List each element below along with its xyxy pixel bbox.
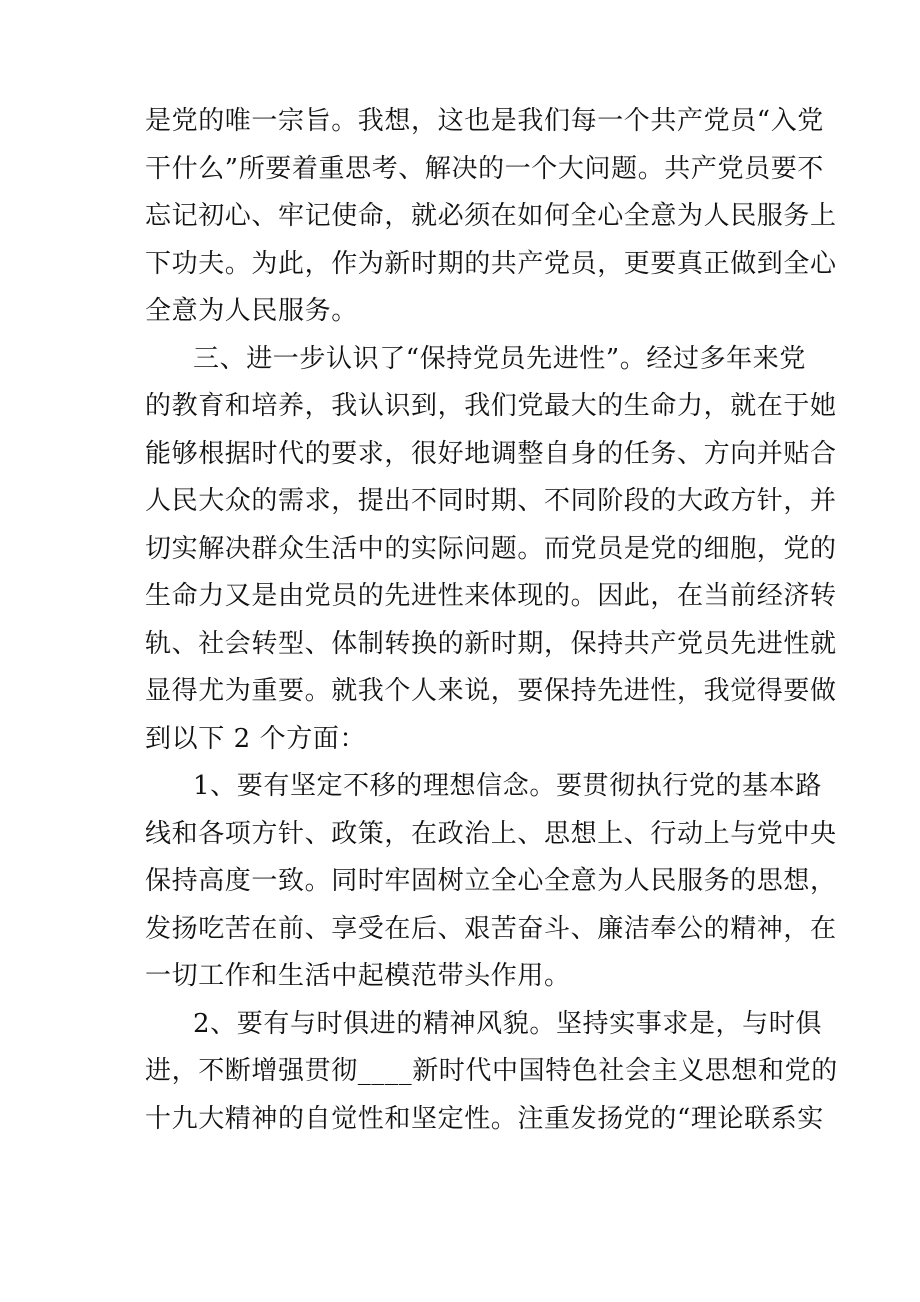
text-line: 十九大精神的自觉性和坚定性。注重发扬党的“理论联系实 <box>145 1103 824 1134</box>
text-line: 保持高度一致。同时牢固树立全心全意为人民服务的思想， <box>145 866 837 896</box>
text-line: 切实解决群众生活中的实际问题。而党员是党的细胞，党的 <box>145 533 837 564</box>
text-line: 的教育和培养，我认识到，我们党最大的生命力，就在于她 <box>145 391 837 421</box>
text-line: 发扬吃苦在前、享受在后、艰苦奋斗、廉洁奉公的精神，在 <box>145 913 837 944</box>
text-line: 干什么”所要着重思考、解决的一个大问题。共产党员要不 <box>145 153 824 184</box>
text-line: 忘记初心、牢记使命，就必须在如何全心全意为人民服务上 <box>145 201 837 231</box>
paragraph-start-line: 1、要有坚定不移的理想信念。要贯彻执行党的基本路 <box>193 771 822 801</box>
text-line: 显得尤为重要。就我个人来说，要保持先进性，我觉得要做 <box>145 676 837 706</box>
paragraph-start-line: 三、进一步认识了“保持党员先进性”。经过多年来党 <box>193 343 806 374</box>
text-line: 一切工作和生活中起模范带头作用。 <box>145 961 571 991</box>
text-line: 生命力又是由党员的先进性来体现的。因此，在当前经济转 <box>145 581 837 611</box>
text-line: 能够根据时代的要求，很好地调整自身的任务、方向并贴合 <box>145 438 837 469</box>
text-line: 全意为人民服务。 <box>145 296 358 326</box>
document-body <box>145 98 838 1143</box>
text-line: 线和各项方针、政策，在政治上、思想上、行动上与党中央 <box>145 818 837 849</box>
text-line: 下功夫。为此，作为新时期的共产党员，更要真正做到全心 <box>145 248 837 279</box>
paragraph-start-line: 2、要有与时俱进的精神风貌。坚持实事求是，与时俱 <box>193 1008 822 1039</box>
text-line: 人民大众的需求，提出不同时期、不同阶段的大政方针，并 <box>145 486 837 516</box>
text-line: 轨、社会转型、体制转换的新时期，保持共产党员先进性就 <box>145 628 837 659</box>
text-line: 是党的唯一宗旨。我想，这也是我们每一个共产党员“入党 <box>145 106 824 136</box>
text-line: 进，不断增强贯彻____新时代中国特色社会主义思想和党的 <box>145 1056 838 1086</box>
text-line: 到以下 2 个方面： <box>145 723 367 754</box>
